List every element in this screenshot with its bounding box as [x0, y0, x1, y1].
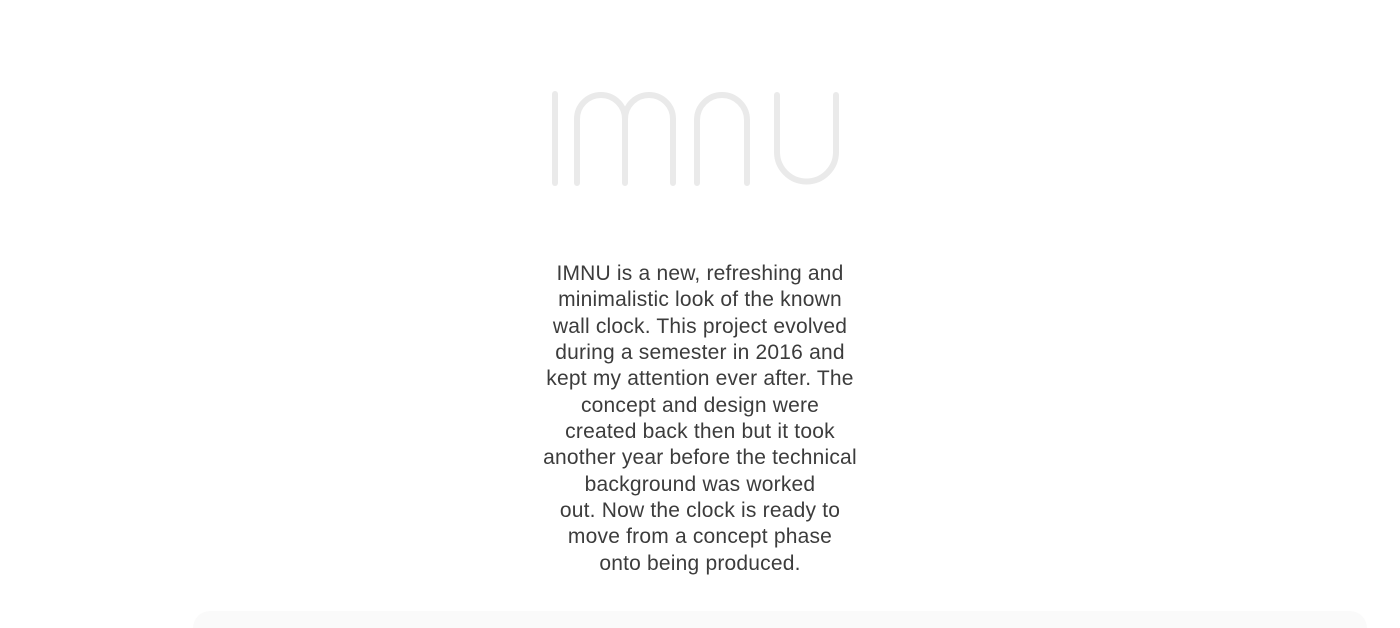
- logo-letter-m: [577, 95, 673, 183]
- imnu-wordmark-icon: [548, 90, 844, 188]
- logo-letter-n: [697, 95, 747, 183]
- intro-line: IMNU is a new, refreshing and: [556, 262, 844, 285]
- logo-letter-u: [777, 95, 836, 181]
- intro-line: out. Now the clock is ready to: [559, 499, 841, 523]
- imnu-logo: [548, 90, 844, 188]
- intro-line: minimalistic look of the known: [558, 288, 842, 312]
- intro-line: background was worked: [584, 472, 816, 496]
- intro-line: during a semester in 2016 and: [555, 341, 845, 365]
- intro-line: created back then but it took: [565, 420, 835, 444]
- intro-line: wall clock. This project evolved: [552, 314, 848, 338]
- intro-line: concept and design were: [580, 393, 820, 417]
- intro-line: kept my attention ever after. The: [546, 367, 854, 391]
- next-section-image-edge: [193, 611, 1367, 628]
- intro-line: onto being produced.: [599, 551, 801, 575]
- intro-line: move from a concept phase: [567, 525, 833, 549]
- intro-paragraph: [0, 261, 1400, 577]
- intro-line: another year before the technical: [543, 446, 857, 470]
